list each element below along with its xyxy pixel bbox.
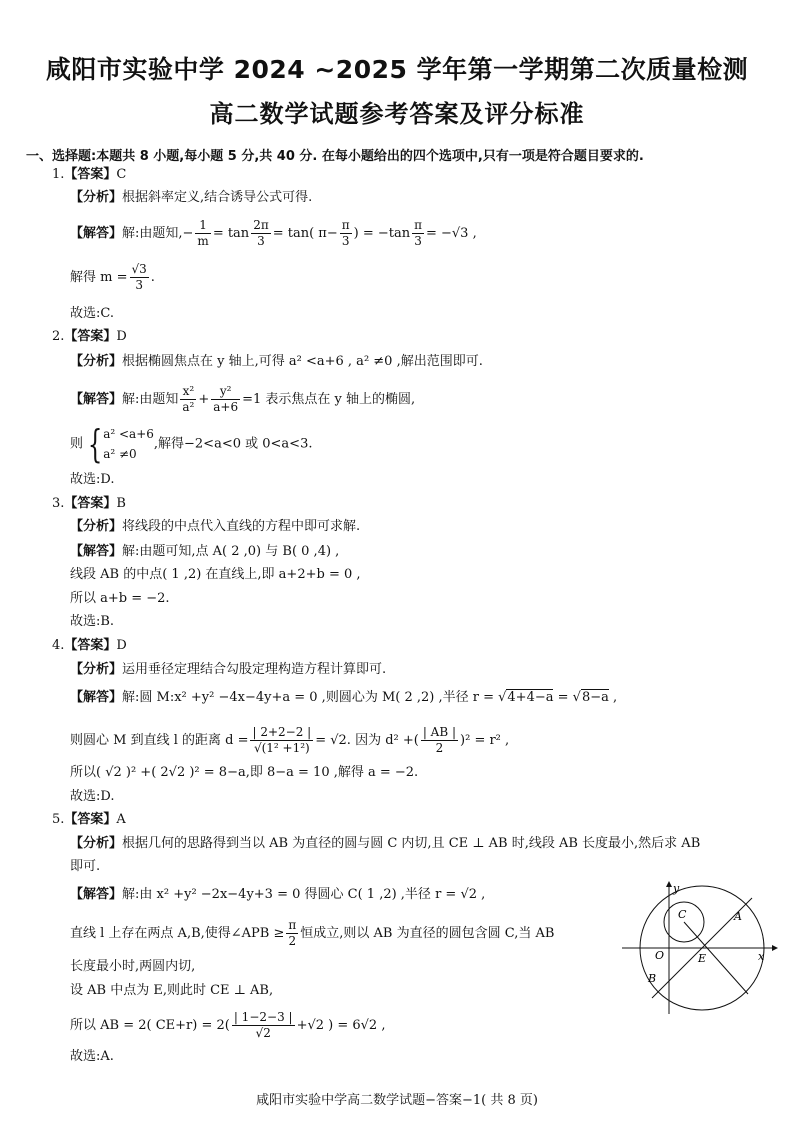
q1-answer: 1.【答案】C	[52, 167, 127, 182]
q5-answer: 5.【答案】A	[52, 812, 126, 827]
q3-solution: 【解答】解:由题可知,点 A( 2 ,0) 与 B( 0 ,4) ,	[70, 544, 340, 559]
q1-solution: 【解答】解:由题知,− $\frac{1}{m}$ = tan $\frac{2\pi}{3}$ = tan( π− $\frac{\pi}{3}$ ) = −tan $\frac{\pi}{3}$ = −√3 ,	[70, 218, 477, 248]
q1-result: 解得 m = $\frac{√3}{3}$ .	[70, 262, 155, 292]
q3-analysis: 【分析】将线段的中点代入直线的方程中即可求解.	[70, 519, 361, 534]
fig-label-e: E	[698, 952, 707, 965]
q4-distance: 则圆心 M 到直线 l 的距离 d = $\frac{| 2+2-2 |}{\text{√(1² +1²)}}$ = √2. 因为 d² +( $\frac{| AB |}{2}$ )² = r² ,	[70, 725, 510, 755]
fig-label-y: y	[673, 882, 680, 895]
q5-line2: 直线 l 上存在两点 A,B,使得∠APB ≥ $\frac{\pi}{2}$ 恒成立,则以 AB 为直径的圆包含圆 C,当 AB	[70, 918, 555, 948]
q5-analysis: 【分析】根据几何的思路得到当以 AB 为直径的圆与圆 C 内切,且 CE ⊥ AB 时,线段 AB 长度最小,然后求 AB	[70, 836, 701, 851]
q3-choice: 故选:B.	[70, 614, 115, 629]
q4-solution: 【解答】解:圆 M:x² +y² −4x−4y+a = 0 ,则圆心为 M( 2 ,2) ,半径 r = √4+4−a = √8−a ,	[70, 690, 618, 705]
section-heading: 一、选择题:本题共 8 小题,每小题 5 分,共 40 分. 在每小题给出的四个选项中,只有一项是符合题目要求的.	[26, 149, 644, 164]
q1-analysis: 【分析】根据斜率定义,结合诱导公式可得.	[70, 190, 313, 205]
q2-solution: 【解答】解:由题知 $\frac{\text{x²}}{\text{a²}}$ + $\frac{\text{y²}}{a+6}$ =1 表示焦点在 y 轴上的椭圆,	[70, 384, 416, 414]
q2-analysis: 【分析】根据椭圆焦点在 y 轴上,可得 a² <a+6 , a² ≠0 ,解出范围即可.	[70, 354, 483, 369]
q4-choice: 故选:D.	[70, 789, 115, 804]
q5-line5: 所以 AB = 2( CE+r) = 2( $\frac{| 1-2-3 |}{√2}$ +√2 ) = 6√2 ,	[70, 1010, 386, 1040]
q2-system: 则 { a² <a+6 a² ≠0 ,解得−2<a<0 或 0<a<3.	[70, 422, 313, 466]
q4-analysis: 【分析】运用垂径定理结合勾股定理构造方程计算即可.	[70, 662, 387, 677]
fig-label-b: B	[648, 972, 657, 985]
q3-line2: 线段 AB 的中点( 1 ,2) 在直线上,即 a+2+b = 0 ,	[70, 567, 361, 582]
q2-choice: 故选:D.	[70, 472, 115, 487]
q5-circle-figure	[622, 880, 782, 1020]
q4-line3: 所以( √2 )² +( 2√2 )² = 8−a,即 8−a = 10 ,解得 a = −2.	[70, 765, 419, 780]
q5-line3: 长度最小时,两圆内切,	[70, 959, 196, 974]
q2-answer: 2.【答案】D	[52, 329, 127, 344]
fig-label-o: O	[655, 949, 665, 962]
q5-line4: 设 AB 中点为 E,则此时 CE ⊥ AB,	[70, 983, 274, 998]
fig-label-x: x	[758, 950, 765, 963]
q1-choice: 故选:C.	[70, 306, 114, 321]
document-subtitle: 高二数学试题参考答案及评分标准	[209, 100, 585, 128]
q5-choice: 故选:A.	[70, 1049, 114, 1064]
q4-answer: 4.【答案】D	[52, 638, 127, 653]
document-title: 咸阳市实验中学 2024 ~2025 学年第一学期第二次质量检测	[45, 55, 749, 84]
fig-label-a: A	[734, 910, 742, 923]
q3-answer: 3.【答案】B	[52, 496, 126, 511]
fig-label-c: C	[678, 908, 687, 921]
q5-analysis-cont: 即可.	[70, 859, 101, 874]
q5-solution: 【解答】解:由 x² +y² −2x−4y+3 = 0 得圆心 C( 1 ,2) ,半径 r = √2 ,	[70, 887, 486, 902]
q3-line3: 所以 a+b = −2.	[70, 591, 170, 606]
page-footer: 咸阳市实验中学高二数学试题−答案−1( 共 8 页)	[256, 1093, 538, 1108]
